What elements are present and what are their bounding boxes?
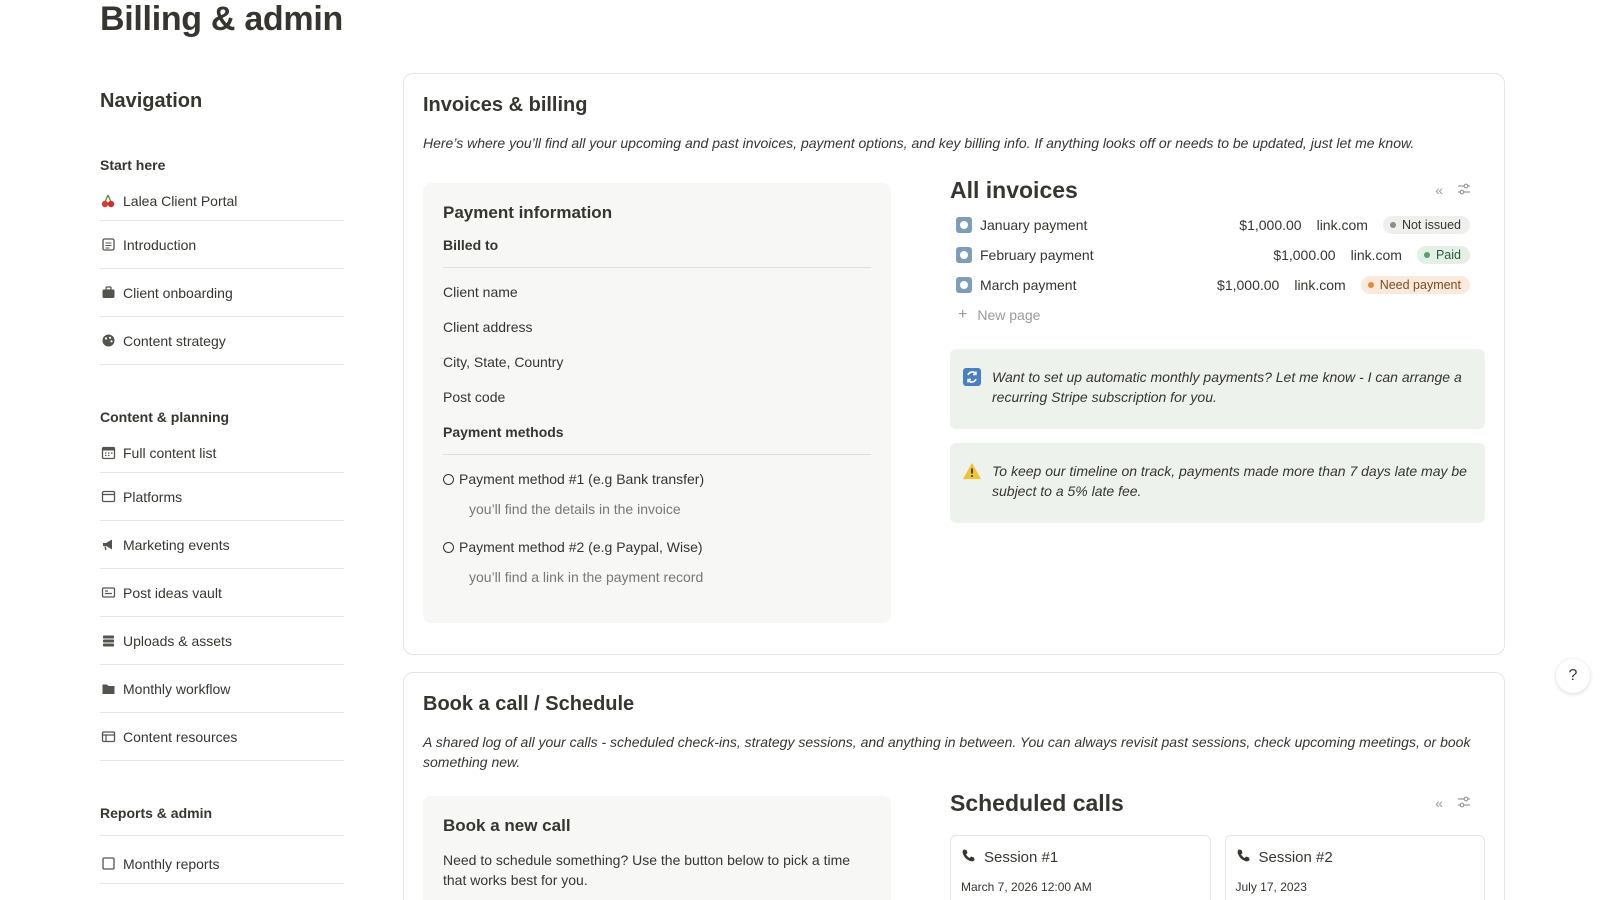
briefcase-icon [100,285,116,301]
settings-sliders-icon[interactable] [1457,795,1471,812]
invoice-page-icon [956,277,972,293]
sidebar-item-label: Client onboarding [123,284,233,301]
billed-to-label: Billed to [443,237,499,253]
invoice-amount: $1,000.00 [1239,217,1302,233]
navigation-heading: Navigation [100,90,203,112]
radio-circle-icon [443,474,454,485]
lightbulb-icon [100,585,116,601]
session-card[interactable] [950,835,1211,900]
session-date: July 17, 2023 [1235,880,1307,894]
settings-sliders-icon[interactable] [1457,182,1471,199]
sidebar-item-monthly-workflow[interactable] [100,665,344,713]
sidebar-item-label: Lalea Client Portal [123,192,238,209]
client-name-field: Client name [443,284,518,300]
sidebar-item-label: Monthly reports [123,855,220,872]
palette-icon [100,333,116,349]
phone-icon [1236,848,1251,866]
sidebar-item-lalea-client-portal[interactable] [100,181,344,221]
folder-icon [100,681,116,697]
plus-icon: + [958,306,968,323]
payment-method-note: you’ll find the details in the invoice [469,501,681,517]
payment-info-title: Payment information [443,203,613,222]
section-title: Reports & admin [100,805,344,836]
section-title: Content & planning [100,409,230,425]
invoice-amount: $1,000.00 [1217,277,1280,293]
scheduled-calls-database [950,790,1485,900]
divider [443,267,871,268]
sidebar-item-content-strategy[interactable] [100,317,344,365]
cherry-icon [100,193,116,209]
book-call-text: Need to schedule something? Use the button below to pick a time that works best for you. [443,852,851,888]
status-badge [1417,246,1470,264]
late-fee-callout [950,443,1485,523]
invoice-row[interactable] [950,210,1485,240]
session-cards [950,835,1485,900]
payment-method-2[interactable] [443,539,871,555]
city-state-country-field: City, State, Country [443,354,564,370]
view-tools [1435,795,1485,812]
calendar-icon [100,445,116,461]
document-icon [100,237,116,253]
page-title: Billing & admin [100,0,343,38]
sidebar-item-label: Introduction [123,236,197,253]
book-new-call-box [423,796,891,900]
payment-method-note: you’ll find a link in the payment record [469,569,704,585]
invoice-name: March payment [980,277,1077,293]
client-address-field: Client address [443,319,533,335]
browser-icon [100,489,116,505]
card-title: Invoices & billing [423,94,588,116]
book-call-card [403,672,1505,900]
phone-icon [961,848,976,866]
sidebar-item-label: Uploads & assets [123,632,232,649]
sidebar-item-client-onboarding[interactable] [100,269,344,317]
session-name: Session #2 [1258,848,1333,866]
status-badge [1361,276,1470,294]
scheduled-calls-title: Scheduled calls [950,790,1124,816]
sidebar-item-post-ideas-vault[interactable] [100,569,344,617]
invoice-name: February payment [980,247,1094,263]
collapse-chevrons-icon[interactable]: « [1435,182,1443,198]
stack-icon [100,633,116,649]
all-invoices-title: All invoices [950,177,1078,203]
sidebar-item-label: Full content list [123,444,217,461]
invoice-link[interactable]: link.com [1350,247,1402,263]
callout-text: Want to set up automatic monthly payments? Let me know - I can arrange a recurring Stripe subscription for you. [992,369,1462,405]
auto-payment-callout [950,349,1485,429]
view-tools [1435,182,1485,199]
sidebar-item-label: Monthly workflow [123,680,231,697]
nav-section-start-here [100,157,344,365]
sidebar-item-label: Marketing events [123,536,230,553]
callout-text: To keep our timeline on track, payments made more than 7 days late may be subject to a 5% late fee. [992,463,1467,499]
card-title: Book a call / Schedule [423,693,635,715]
sidebar-item-uploads-assets[interactable] [100,617,344,665]
invoice-name: January payment [980,217,1088,233]
book-icon [100,729,116,745]
sidebar-item-monthly-reports[interactable] [100,844,344,884]
invoice-row[interactable] [950,240,1485,270]
status-label: Paid [1435,248,1461,262]
card-description: A shared log of all your calls - scheduled check-ins, strategy sessions, and anything in between. You can always revisit past sessions, check upcoming meetings, or book something new. [423,734,1471,770]
sidebar-item-label: Post ideas vault [123,584,222,601]
invoices-billing-card [403,73,1505,655]
invoice-page-icon [956,217,972,233]
card-description: Here’s where you’ll find all your upcoming and past invoices, payment options, and key billing info. If anything looks off or needs to be updated, just let me know. [423,135,1415,151]
new-page-label: New page [977,307,1041,323]
invoice-amount: $1,000.00 [1273,247,1336,263]
scheduled-calls-header [950,790,1485,817]
status-badge [1383,216,1470,234]
session-title [1236,848,1475,866]
payment-method-1[interactable] [443,471,871,487]
status-label: Need payment [1379,278,1461,292]
sidebar-item-marketing-events[interactable] [100,521,344,569]
sidebar-item-label: Platforms [123,488,183,505]
invoice-link[interactable]: link.com [1316,217,1368,233]
report-icon [100,856,116,872]
book-call-title: Book a new call [443,816,571,835]
payment-methods-label: Payment methods [443,424,564,440]
all-invoices-header [950,177,1485,204]
all-invoices-database [950,177,1485,330]
sidebar-item-introduction[interactable] [100,221,344,269]
session-card[interactable] [1225,835,1486,900]
radio-circle-icon [443,542,454,553]
invoice-row[interactable] [950,270,1485,300]
session-title [961,848,1200,866]
help-button[interactable]: ? [1556,659,1590,693]
section-title: Start here [100,157,166,173]
divider [443,454,871,455]
sidebar-item-platforms[interactable] [100,473,344,521]
status-label: Not issued [1401,218,1461,232]
sidebar-item-label: Content strategy [123,332,226,349]
new-page-button[interactable] [950,300,1485,330]
session-date: March 7, 2026 12:00 AM [961,880,1092,894]
payment-method-label: Payment method #1 (e.g Bank transfer) [459,471,705,487]
invoice-link[interactable]: link.com [1294,277,1346,293]
warning-icon [962,461,982,487]
post-code-field: Post code [443,389,506,405]
invoice-page-icon [956,247,972,263]
nav-section-reports-admin [100,805,344,884]
session-name: Session #1 [984,848,1059,866]
sidebar-item-content-resources[interactable] [100,713,344,761]
collapse-chevrons-icon[interactable]: « [1435,795,1443,811]
payment-method-label: Payment method #2 (e.g Paypal, Wise) [459,539,703,555]
sidebar-item-full-content-list[interactable] [100,433,344,473]
payment-information-box [423,183,891,623]
refresh-icon [962,367,982,393]
megaphone-icon [100,537,116,553]
sidebar-item-label: Content resources [123,728,238,745]
nav-section-content-planning [100,409,344,761]
sidebar-navigation [100,90,344,900]
